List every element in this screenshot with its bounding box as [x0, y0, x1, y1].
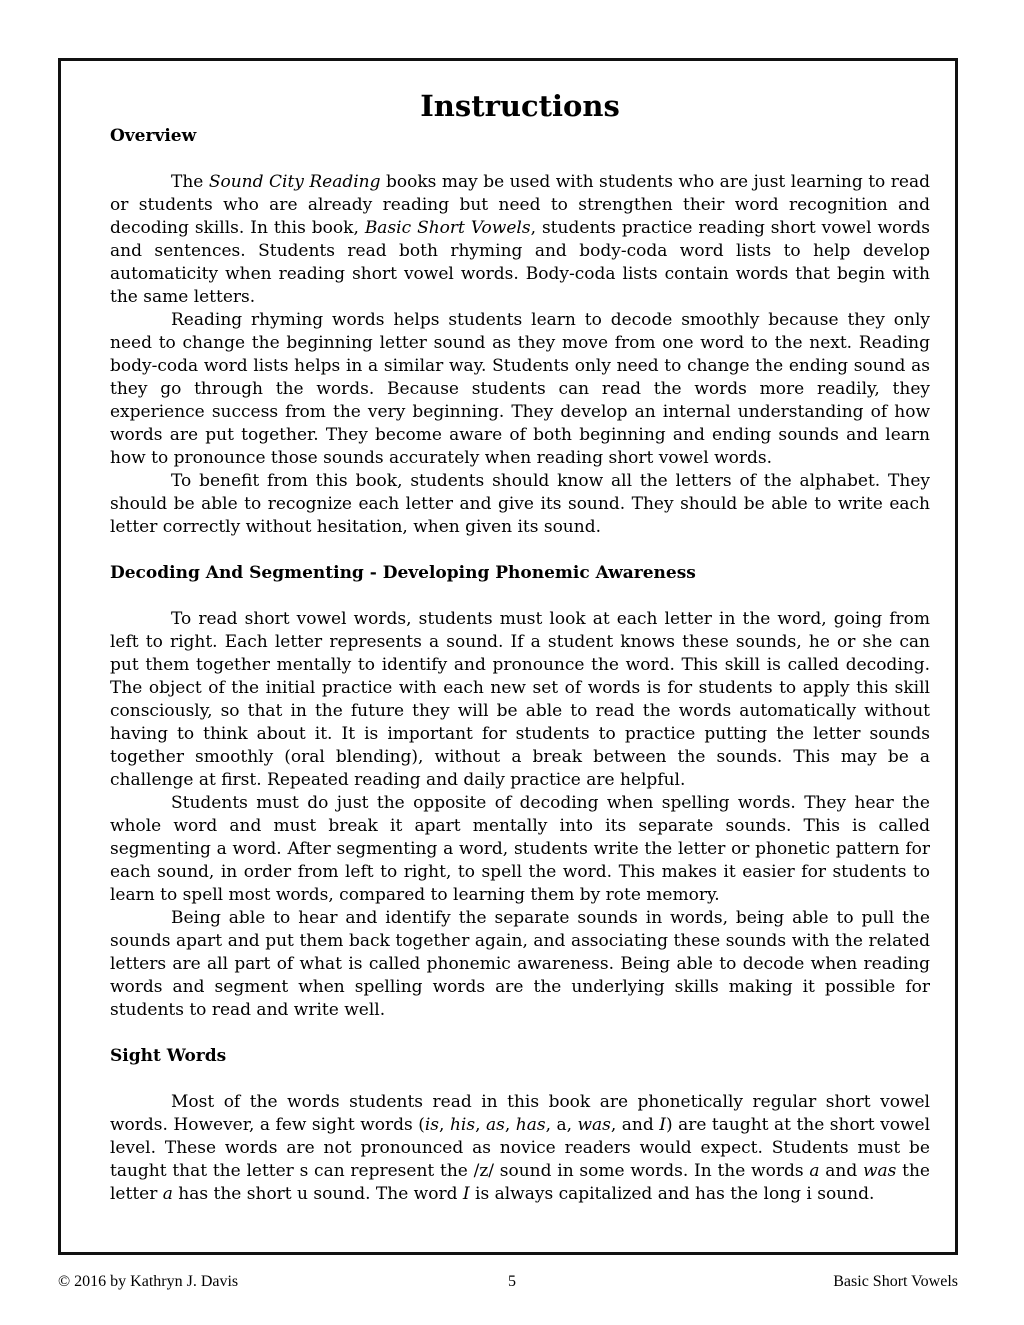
paragraph: The Sound City Reading books may be used with students who are just learning to read or students who are already reading but need to strengthen their word recognition and decoding skills. In this book, Basic Short Vowels, students practice reading short vowel words and sentences. Students read both rhyming and body-coda word lists to help develop automaticity when reading short vowel words. Body-coda lists contain words that begin with the same letters.	[110, 172, 930, 307]
footer-page-number: 5	[508, 1273, 516, 1290]
italic-run: his	[449, 1115, 476, 1135]
paragraph: Most of the words students read in this book are phonetically regular short vowel words. However, a few sight words (is, his, as, has, a, was, and I) are taught at the short vowel level. These words are not pronounced as novice readers would expect. Students must be taught that the letter s can represent the /z/ sound in some words. In the words a and was the letter a has the short u sound. The word I is always capitalized and has the long i sound.	[110, 1092, 931, 1204]
italic-run: as	[485, 1115, 505, 1135]
italic-run: Basic Short Vowels	[364, 218, 531, 238]
footer-copyright: © 2016 by Kathryn J. Davis	[58, 1273, 239, 1290]
page-content	[110, 88, 930, 1206]
paragraph: Being able to hear and identify the separate sounds in words, being able to pull the sounds apart and put them back together again, and associating these sounds with the related letters are all part of what is called phonemic awareness. Being able to decode when reading words and segment when spelling words are the underlying skills making it possible for students to read and write well.	[110, 908, 930, 1020]
italic-run: I	[659, 1115, 666, 1135]
paragraph: To benefit from this book, students should know all the letters of the alphabet. They should be able to recognize each letter and give its sound. They should be able to write each letter correctly without hesitation, when given its sound.	[110, 471, 930, 537]
section-heading-overview: Overview	[110, 126, 197, 146]
italic-run: is	[424, 1115, 440, 1135]
section-heading-decoding: Decoding And Segmenting - Developing Phonemic Awareness	[110, 563, 696, 583]
italic-run: a	[162, 1184, 173, 1204]
italic-run: was	[862, 1161, 897, 1181]
section-heading-sight-words: Sight Words	[110, 1046, 227, 1066]
footer-book-title: Basic Short Vowels	[833, 1273, 958, 1290]
paragraph: Students must do just the opposite of decoding when spelling words. They hear the whole word and must break it apart mentally into its separate sounds. This is called segmenting a word. After segmenting a word, students write the letter or phonetic pattern for each sound, in order from left to right, to spell the word. This makes it easier for students to learn to spell most words, compared to learning them by rote memory.	[110, 793, 930, 905]
italic-run: I	[462, 1184, 470, 1204]
paragraph: To read short vowel words, students must look at each letter in the word, going from left to right. Each letter represents a sound. If a student knows these sounds, he or she can put them together mentally to identify and pronounce the word. This skill is called decoding. The object of the initial practice with each new set of words is for students to apply this skill consciously, so that in the future they will be able to read the words automatically without having to think about it. It is important for students to practice putting the letter sounds together smoothly (oral blending), without a break between the sounds. This may be a challenge at first. Repeated reading and daily practice are helpful.	[110, 609, 930, 790]
page-title: Instructions	[420, 89, 620, 123]
italic-run: was	[577, 1115, 611, 1135]
italic-run: has	[515, 1115, 546, 1135]
italic-run: Sound City Reading	[208, 172, 381, 192]
paragraph: Reading rhyming words helps students learn to decode smoothly because they only need to change the beginning letter sound as they move from one word to the next. Reading body-coda word lists helps in a similar way. Students only need to change the ending sound as they go through the words. Because students can read the words more readily, they experience success from the very beginning. They develop an internal understanding of how words are put together. They become aware of both beginning and ending sounds and learn how to pronounce those sounds accurately when reading short vowel words.	[110, 310, 930, 468]
italic-run: a	[809, 1161, 820, 1181]
